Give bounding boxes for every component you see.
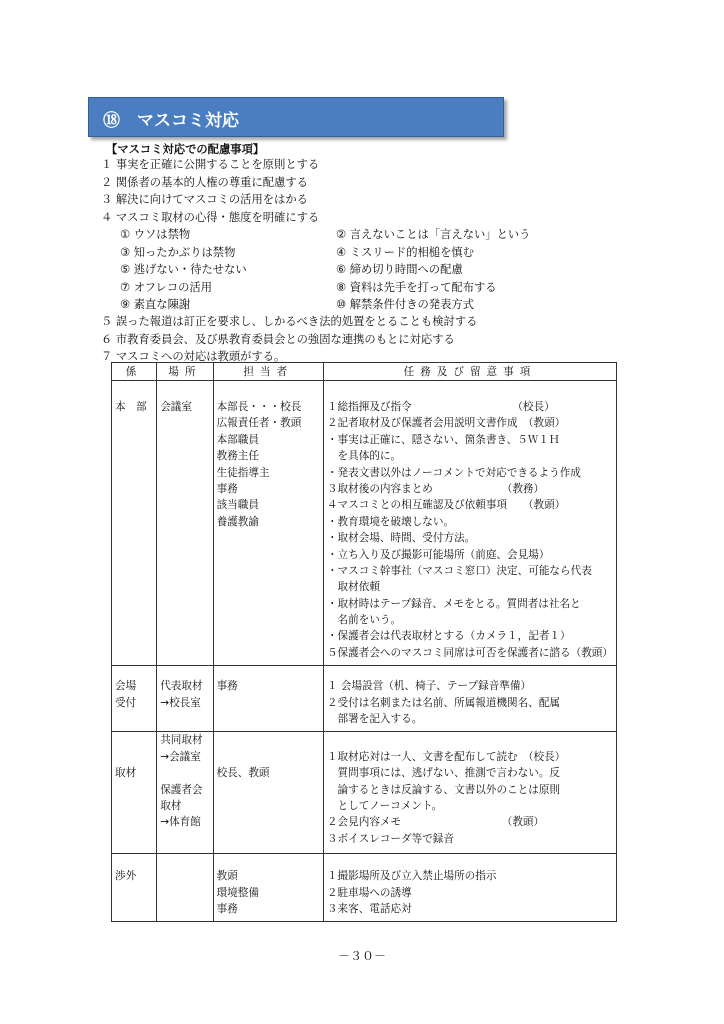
cell-line: ４マスコミとの相互確認及び依頼事項 （教頭） xyxy=(326,499,566,512)
cell-tanto xyxy=(213,666,323,732)
cell-ninmu xyxy=(323,666,616,732)
cell-line: 代表取材 xyxy=(160,680,203,693)
cell-line xyxy=(327,732,613,748)
cell-ninmu xyxy=(323,854,616,922)
cell-line: 取材依頼 xyxy=(326,581,380,594)
cell-line: 本部職員 xyxy=(216,433,259,446)
cell-line: 広報責任者・教頭 xyxy=(216,417,302,430)
cell-kakari xyxy=(112,666,157,732)
subitem: ⑦ オフレコの活用 xyxy=(120,280,213,294)
cell-line: としてノーコメント。 xyxy=(326,799,443,812)
cell-line: ・取材時はテープ録音、メモをとる。質問者は社名と xyxy=(326,597,581,610)
cell-line: 会議室 xyxy=(160,401,192,413)
cell-line: 事務 xyxy=(216,902,238,915)
subitem: ⑩ 解禁条件付きの発表方式 xyxy=(336,298,474,311)
cell-line: 共同取材 xyxy=(160,734,203,747)
cell-line: ２会見内容メモ （教頭） xyxy=(326,816,545,829)
list-item: ２ 関係者の基本的人権の尊重に配慮する xyxy=(101,175,308,189)
subitem: ① ウソは禁物 xyxy=(120,228,191,241)
cell-line: 受付 xyxy=(115,696,137,709)
table-row xyxy=(112,854,617,922)
cell-ninmu xyxy=(323,732,616,854)
cell-line: ・教育環境を破壊しない。 xyxy=(326,515,455,528)
section-title: ⑱ マスコミ対応 xyxy=(103,111,239,131)
subitem: ⑤ 逃げない・待たせない xyxy=(120,263,247,276)
subitem: ② 言えないことは「言えない」という xyxy=(336,228,531,241)
cell-line: ３来客、電話応対 xyxy=(326,902,412,915)
duty-table xyxy=(111,362,617,922)
cell-line: ２受付は名刺または名前、所属報道機関名、配属 xyxy=(326,696,561,709)
cell-line: ５保護者会へのマスコミ同席は可否を保護者に諮る（教頭） xyxy=(326,646,613,659)
cell-basho xyxy=(157,732,213,854)
cell-line: ・事実は正確に、隠さない、箇条書き、５Ｗ１Ｈ xyxy=(326,433,560,446)
page-number: －３０－ xyxy=(337,949,386,963)
cell-line: 環境整備 xyxy=(216,886,259,899)
cell-line: ・取材会場、時間、受付方法。 xyxy=(326,532,476,545)
table-row xyxy=(112,732,617,854)
cell-line: 会場 xyxy=(115,680,137,693)
cell-line xyxy=(160,765,209,781)
list-item: １ 事実を正確に公開することを原則とする xyxy=(101,158,320,171)
cell-line: ２記者取材及び保護者会用説明文書作成 （教頭） xyxy=(326,417,566,430)
cell-line: ３ボイスレコーダ等で録音 xyxy=(326,832,454,845)
cell-line: 校長、教頭 xyxy=(216,767,270,780)
cell-line: １取材応対は一人、文書を配布して読む （校長） xyxy=(326,750,566,763)
subtitle: 【マスコミ対応での配慮事項】 xyxy=(106,143,265,156)
cell-line: 事務 xyxy=(216,680,238,693)
cell-line: 事務 xyxy=(216,482,238,495)
cell-kakari xyxy=(112,732,157,854)
subitem: ④ ミスリード的相槌を慎む xyxy=(336,245,474,259)
cell-line xyxy=(217,749,320,765)
cell-line: →会議室 xyxy=(160,750,201,763)
cell-line: →体育館 xyxy=(160,816,201,829)
cell-line: ・発表文書以外はノーコメントで対応できるよう作成 xyxy=(326,466,581,479)
cell-line: ・保護者会は代表取材とする（カメラ１，記者１） xyxy=(326,630,571,643)
cell-line xyxy=(115,749,153,765)
list-item: ３ 解決に向けてマスコミの活用をはかる xyxy=(101,193,308,206)
header-tanto: 担当者 xyxy=(213,363,323,381)
cell-line xyxy=(217,732,320,748)
list-item: ６ 市教育委員会、及び県教育委員会との強固な連携のもとに対応する xyxy=(101,332,455,346)
cell-line: 渉外 xyxy=(115,870,137,883)
table-row xyxy=(112,666,617,732)
cell-tanto xyxy=(213,854,323,922)
cell-line: 論するときは反論する、文書以外のことは原則 xyxy=(326,783,561,796)
subitem: ⑥ 締め切り時間への配慮 xyxy=(336,263,463,276)
cell-line: 教務主任 xyxy=(216,450,259,463)
cell-line: 部署を記入する。 xyxy=(326,713,423,726)
cell-tanto xyxy=(213,732,323,854)
cell-line: １ 会場設営（机、椅子、テープ録音準備） xyxy=(326,680,532,693)
cell-line: 取材 xyxy=(160,799,182,812)
subitem: ③ 知ったかぶりは禁物 xyxy=(120,245,236,259)
cell-line: １撮影場所及び立入禁止場所の指示 xyxy=(326,870,497,883)
cell-line: 取材 xyxy=(115,767,137,780)
section-banner xyxy=(88,97,504,137)
header-kakari: 係 xyxy=(112,363,157,381)
cell-line: 保護者会 xyxy=(160,783,203,796)
cell-line: １総指揮及び指令 （校長） xyxy=(326,401,555,413)
cell-line: 養護教諭 xyxy=(216,515,259,528)
cell-kakari xyxy=(112,381,157,666)
cell-line: →校長室 xyxy=(160,696,201,709)
subitem: ⑧ 資料は先手を打って配布する xyxy=(336,280,497,294)
cell-kakari xyxy=(112,854,157,922)
cell-line: 名前をいう。 xyxy=(326,614,402,627)
cell-line: 該当職員 xyxy=(216,499,259,512)
cell-line xyxy=(160,868,209,884)
cell-line xyxy=(115,732,153,748)
header-ninmu: 任務及び留意事項 xyxy=(323,363,616,381)
table-header-row xyxy=(112,363,617,381)
cell-ninmu xyxy=(323,381,616,666)
list-item: ４ マスコミ取材の心得・態度を明確にする xyxy=(101,210,320,224)
cell-line: 本 部 xyxy=(115,401,147,413)
subitem: ⑨ 素直な陳謝 xyxy=(120,298,191,311)
cell-basho xyxy=(157,854,213,922)
header-basho: 場所 xyxy=(157,363,213,381)
cell-line: ３取材後の内容まとめ （教務） xyxy=(326,482,545,495)
cell-basho xyxy=(157,666,213,732)
cell-line: 本部長・・・校長 xyxy=(216,401,302,413)
cell-line: ・立ち入り及び撮影可能場所（前庭、会見場） xyxy=(326,548,550,561)
cell-line: 質問事項には、逃げない、推測で言わない。反 xyxy=(326,767,561,780)
list-item: ５ 誤った報道は訂正を要求し、しかるべき法的処置をとることも検討する xyxy=(101,315,478,328)
cell-basho xyxy=(157,381,213,666)
cell-line: ・マスコミ幹事社（マスコミ窓口）決定、可能なら代表 xyxy=(326,564,592,577)
cell-line: を具体的に。 xyxy=(326,450,402,463)
table-row xyxy=(112,381,617,666)
cell-line: 生徒指導主 xyxy=(216,466,270,479)
cell-line: 教頭 xyxy=(216,870,238,883)
cell-line: ２駐車場への誘導 xyxy=(326,886,412,899)
cell-tanto xyxy=(213,381,323,666)
list-item: ７ マスコミへの対応は教頭がする。 xyxy=(101,350,286,363)
